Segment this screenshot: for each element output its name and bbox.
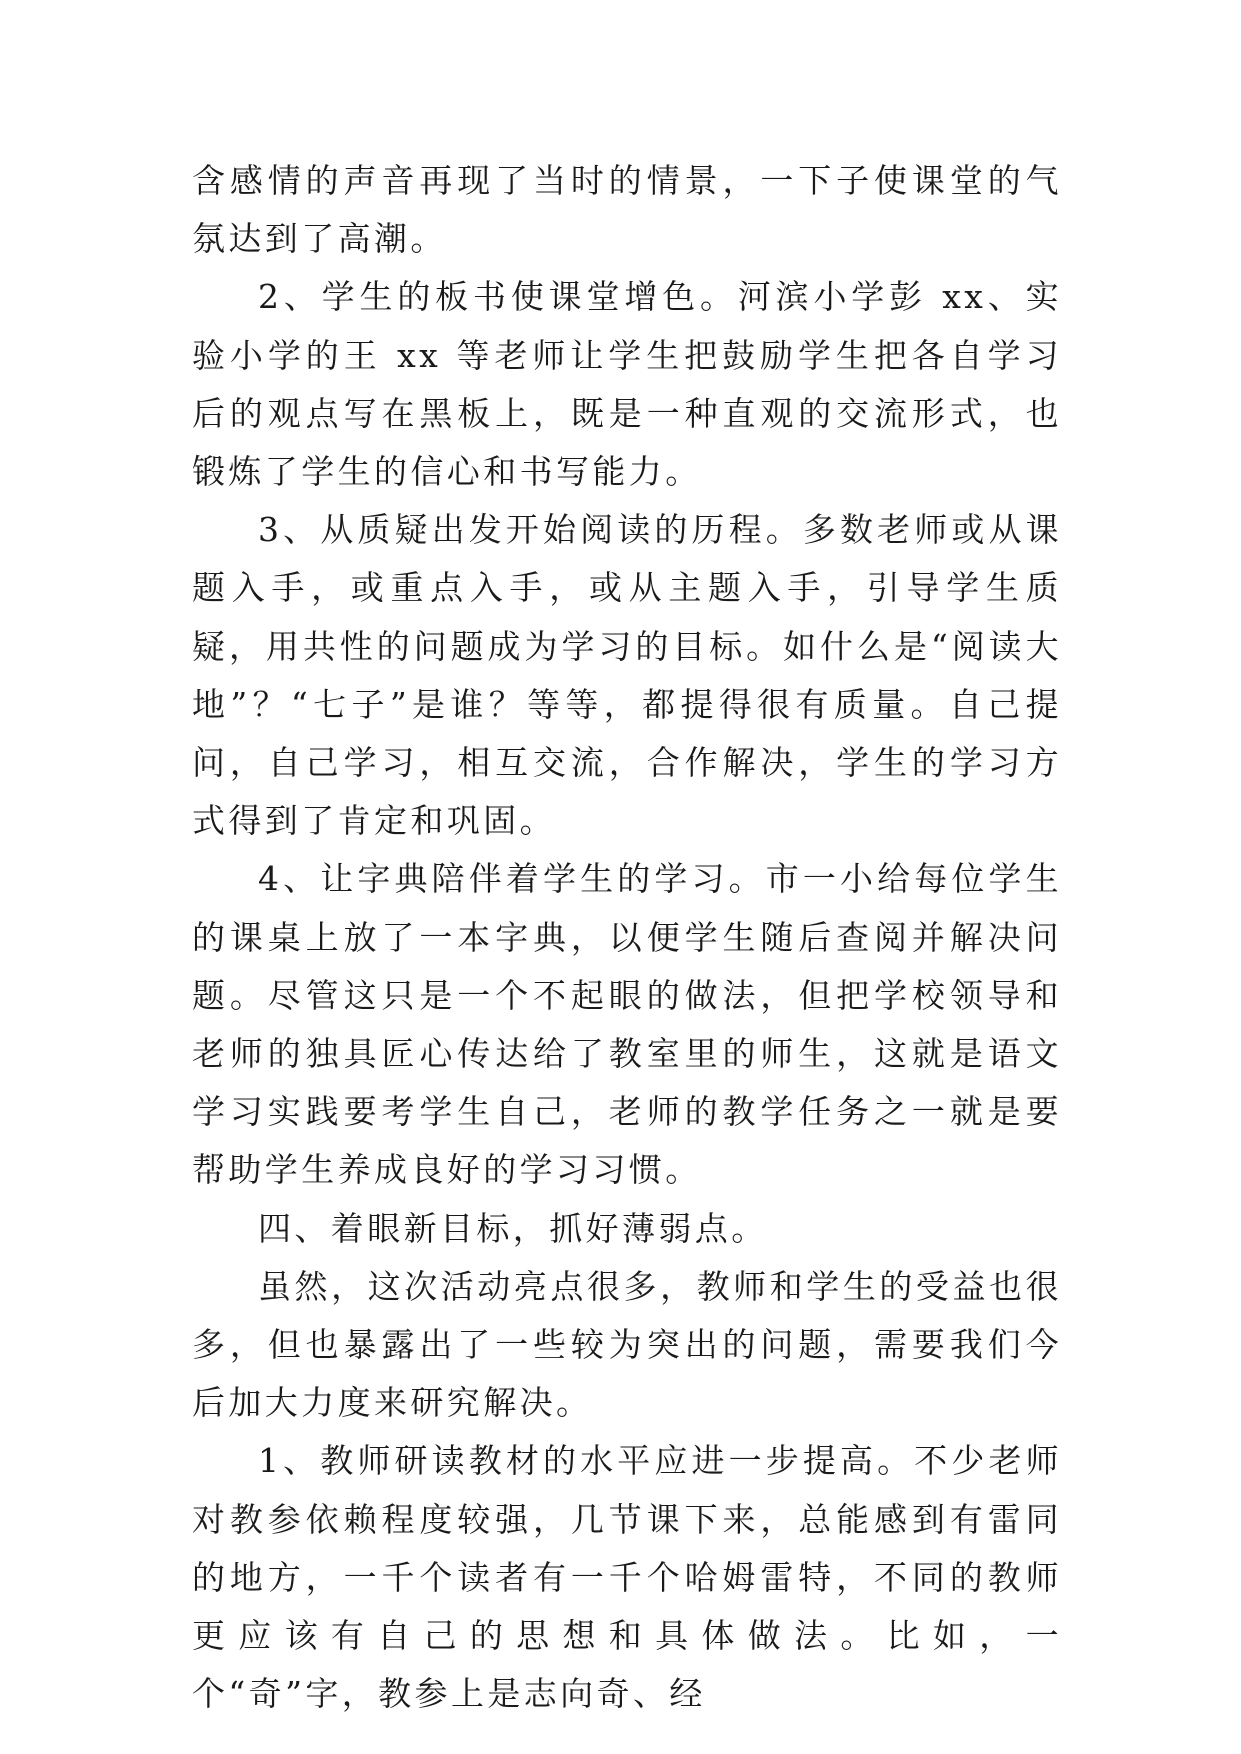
paragraph-blackboard-writing: 2、学生的板书使课堂增色。河滨小学彭 xx、实验小学的王 xx 等老师让学生把鼓励学生把各自学习后的观点写在黑板上，既是一种直观的交流形式，也锻炼了学生的信心和书写能力。 [192, 277, 1062, 492]
document-page [192, 152, 1062, 1723]
paragraph-textbook-study: 1、教师研读教材的水平应进一步提高。不少老师对教参依赖程度较强，几节课下来，总能感到有雷同的地方，一千个读者有一千个哈姆雷特，不同的教师更应该有自己的思想和具体做法。比如，一个“奇”字，教参上是志向奇、经 [192, 1441, 1062, 1714]
paragraph-continuation: 含感情的声音再现了当时的情景，一下子使课堂的气氛达到了高潮。 [192, 161, 1062, 259]
paragraph-problems-intro: 虽然，这次活动亮点很多，教师和学生的受益也很多，但也暴露出了一些较为突出的问题，需要我们今后加大力度来研究解决。 [192, 1266, 1062, 1423]
paragraph-questioning: 3、从质疑出发开始阅读的历程。多数老师或从课题入手，或重点入手，或从主题入手，引导学生质疑，用共性的问题成为学习的目标。如什么是“阅读大地”？“七子”是谁？等等，都提得很有质量。自己提问，自己学习，相互交流，合作解决，学生的学习方式得到了肯定和巩固。 [192, 510, 1062, 841]
section-heading-new-goals: 四、着眼新目标，抓好薄弱点。 [258, 1208, 768, 1248]
paragraph-dictionary: 4、让字典陪伴着学生的学习。市一小给每位学生的课桌上放了一本字典，以便学生随后查阅并解决问题。尽管这只是一个不起眼的做法，但把学校领导和老师的独具匠心传达给了教室里的师生，这就是语文学习实践要考学生自己，老师的教学任务之一就是要帮助学生养成良好的学习习惯。 [192, 859, 1062, 1190]
